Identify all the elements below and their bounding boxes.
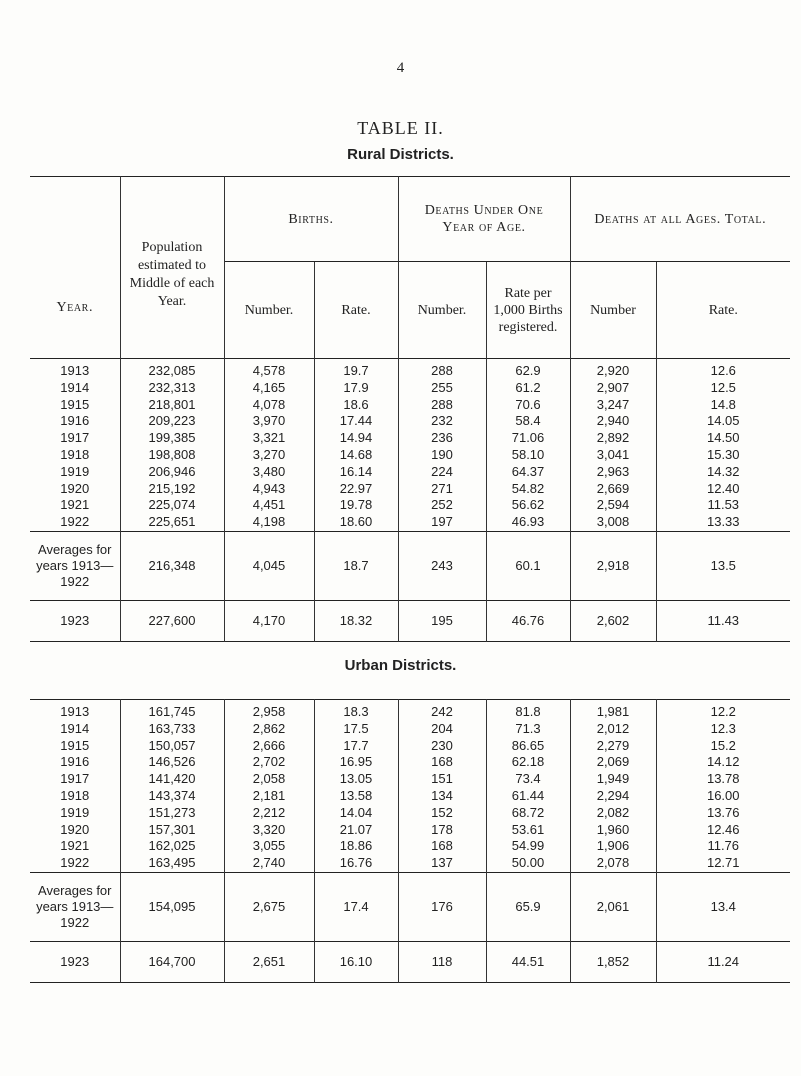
average-infant-rate-cell: 60.1 [486,531,570,600]
deaths-rate-cell: 11.76 [656,838,790,855]
births-rate-cell: 17.5 [314,721,398,738]
deaths-rate-cell: 12.5 [656,380,790,397]
population-header: Population estimated to Middle of each Year. [120,177,224,359]
deaths-rate-cell: 15.30 [656,447,790,464]
births-number-cell: 2,862 [224,721,314,738]
population-cell: 199,385 [120,430,224,447]
deaths-number-cell: 2,078 [570,855,656,872]
table-row [30,397,790,414]
infant-rate-cell: 71.3 [486,721,570,738]
deaths-number-cell: 2,069 [570,754,656,771]
infant-rate-cell: 71.06 [486,430,570,447]
deaths-number-cell: 2,892 [570,430,656,447]
table-row [30,359,790,380]
population-cell: 146,526 [120,754,224,771]
average-infant-number-cell: 243 [398,531,486,600]
average-infant-number-cell: 176 [398,872,486,941]
infant-rate-cell: 61.44 [486,788,570,805]
deaths-number-cell: 3,008 [570,514,656,531]
average-births-number-cell: 2,675 [224,872,314,941]
year-cell: 1914 [60,379,90,395]
births-number-cell: 3,320 [224,822,314,839]
deaths-rate-cell: 14.32 [656,464,790,481]
average-population-cell: 154,095 [120,872,224,941]
infant-rate-cell: 54.82 [486,481,570,498]
year-cell: 1918 [60,446,90,462]
deaths-all-ages-header: Deaths at all Ages. Total. [570,177,790,262]
infant-rate-cell: 61.2 [486,380,570,397]
births-rate-cell: 18.86 [314,838,398,855]
infant-rate-cell: 64.37 [486,464,570,481]
deaths-rate-cell: 13.33 [656,514,790,531]
births-number-cell: 2,212 [224,805,314,822]
births-number-cell: 4,078 [224,397,314,414]
infant-rate-cell: 50.00 [486,855,570,872]
births-number-cell: 3,055 [224,838,314,855]
births-number-cell: 2,651 [224,941,314,982]
infant-number-cell: 236 [398,430,486,447]
infant-number-cell: 152 [398,805,486,822]
average-deaths-rate-cell: 13.5 [656,531,790,600]
births-rate-cell: 17.44 [314,413,398,430]
table-row [30,514,790,531]
births-rate-cell: 18.3 [314,700,398,721]
deaths-rate-cell: 12.46 [656,822,790,839]
year-cell: 1916 [60,754,90,770]
births-rate-cell: 16.95 [314,754,398,771]
deaths-number-cell: 2,082 [570,805,656,822]
year-cell: 1914 [60,720,90,736]
rural-section-title: Rural Districts. [347,146,454,163]
births-rate-cell: 14.68 [314,447,398,464]
population-cell: 225,074 [120,497,224,514]
infant-rate-header: Rate per 1,000 Births registered. [486,262,570,359]
rural-districts-table [30,176,790,642]
deaths-number-cell: 2,907 [570,380,656,397]
deaths-number-cell: 2,279 [570,738,656,755]
deaths-number-cell: 2,920 [570,359,656,380]
infant-number-cell: 230 [398,738,486,755]
year-cell: 1918 [60,787,90,803]
deaths-number-cell: 2,602 [570,600,656,641]
year-cell: 1915 [60,737,90,753]
year-cell: 1915 [60,396,90,412]
table-row [30,447,790,464]
births-header: Births. [224,177,398,262]
births-rate-cell: 14.94 [314,430,398,447]
births-rate-cell: 13.05 [314,771,398,788]
population-cell: 227,600 [120,600,224,641]
population-cell: 150,057 [120,738,224,755]
infant-rate-cell: 73.4 [486,771,570,788]
deaths-rate-cell: 11.24 [656,941,790,982]
births-rate-cell: 16.76 [314,855,398,872]
deaths-rate-cell: 14.8 [656,397,790,414]
population-cell: 209,223 [120,413,224,430]
average-infant-rate-cell: 65.9 [486,872,570,941]
year-cell: 1920 [60,821,90,837]
averages-row [30,872,790,941]
population-cell: 163,733 [120,721,224,738]
deaths-rate-cell: 11.53 [656,497,790,514]
births-number-cell: 2,702 [224,754,314,771]
deaths-number-cell: 1,906 [570,838,656,855]
year-cell: 1919 [60,463,90,479]
year-cell: 1921 [60,497,90,513]
deaths-number-cell: 1,852 [570,941,656,982]
averages-label: Averages for years 1913—1922 [36,882,114,930]
births-number-cell: 3,321 [224,430,314,447]
infant-number-cell: 288 [398,397,486,414]
averages-label: Averages for years 1913—1922 [36,541,114,589]
infant-rate-cell: 62.18 [486,754,570,771]
infant-number-cell: 168 [398,754,486,771]
average-births-rate-cell: 17.4 [314,872,398,941]
table-row [30,771,790,788]
average-deaths-number-cell: 2,918 [570,531,656,600]
births-number-cell: 4,451 [224,497,314,514]
year-cell: 1920 [60,480,90,496]
deaths-rate-cell: 12.2 [656,700,790,721]
table-row [30,855,790,872]
urban-rows [30,700,790,983]
population-cell: 143,374 [120,788,224,805]
infant-rate-cell: 58.10 [486,447,570,464]
population-cell: 157,301 [120,822,224,839]
table-row [30,481,790,498]
deaths-number-cell: 2,669 [570,481,656,498]
infant-number-cell: 118 [398,941,486,982]
births-number-cell: 4,943 [224,481,314,498]
deaths-number-cell: 1,960 [570,822,656,839]
table-row [30,464,790,481]
births-number-cell: 3,270 [224,447,314,464]
year-cell: 1919 [60,804,90,820]
table-title: TABLE II. [357,118,444,138]
deaths-number-cell: 1,949 [570,771,656,788]
year-header: Year. [56,300,94,315]
infant-rate-cell: 58.4 [486,413,570,430]
infant-number-cell: 197 [398,514,486,531]
births-number-cell: 2,958 [224,700,314,721]
infant-number-cell: 190 [398,447,486,464]
deaths-rate-cell: 14.05 [656,413,790,430]
deaths-rate-header: Rate. [656,262,790,359]
population-cell: 151,273 [120,805,224,822]
deaths-rate-cell: 16.00 [656,788,790,805]
population-cell: 215,192 [120,481,224,498]
table-row [30,430,790,447]
infant-rate-cell: 62.9 [486,359,570,380]
table-row [30,838,790,855]
year-cell: 1917 [60,430,90,446]
infant-number-cell: 137 [398,855,486,872]
deaths-number-cell: 1,981 [570,700,656,721]
table-row [30,380,790,397]
births-number-cell: 4,578 [224,359,314,380]
infant-number-cell: 168 [398,838,486,855]
infant-number-cell: 151 [398,771,486,788]
population-cell: 198,808 [120,447,224,464]
deaths-number-cell: 3,247 [570,397,656,414]
births-number-cell: 2,181 [224,788,314,805]
table-row [30,497,790,514]
births-rate-header: Rate. [314,262,398,359]
page-number: 4 [396,60,405,76]
population-cell: 164,700 [120,941,224,982]
births-rate-cell: 18.60 [314,514,398,531]
deaths-number-cell: 2,940 [570,413,656,430]
deaths-number-cell: 2,294 [570,788,656,805]
population-cell: 162,025 [120,838,224,855]
births-number-header: Number. [224,262,314,359]
table-row [30,805,790,822]
population-cell: 161,745 [120,700,224,721]
year-cell: 1917 [60,771,90,787]
births-number-cell: 2,666 [224,738,314,755]
deaths-rate-cell: 15.2 [656,738,790,755]
infant-rate-cell: 44.51 [486,941,570,982]
latest-year-row [30,941,790,982]
infant-number-cell: 232 [398,413,486,430]
births-number-cell: 2,058 [224,771,314,788]
average-births-number-cell: 4,045 [224,531,314,600]
infant-rate-cell: 70.6 [486,397,570,414]
deaths-number-cell: 2,963 [570,464,656,481]
infant-rate-cell: 56.62 [486,497,570,514]
infant-number-cell: 271 [398,481,486,498]
births-rate-cell: 18.32 [314,600,398,641]
births-rate-cell: 13.58 [314,788,398,805]
deaths-number-cell: 2,012 [570,721,656,738]
infant-rate-cell: 81.8 [486,700,570,721]
year-cell: 1913 [60,363,90,378]
infant-rate-cell: 54.99 [486,838,570,855]
average-births-rate-cell: 18.7 [314,531,398,600]
table-row [30,700,790,721]
deaths-under-one-header: Deaths Under One Year of Age. [398,177,570,262]
births-number-cell: 3,970 [224,413,314,430]
births-number-cell: 4,198 [224,514,314,531]
year-cell: 1922 [60,514,90,530]
births-rate-cell: 16.14 [314,464,398,481]
births-rate-cell: 17.7 [314,738,398,755]
year-cell: 1916 [60,413,90,429]
population-cell: 218,801 [120,397,224,414]
births-rate-cell: 19.78 [314,497,398,514]
infant-number-header: Number. [398,262,486,359]
table-row [30,754,790,771]
infant-number-cell: 134 [398,788,486,805]
infant-rate-cell: 86.65 [486,738,570,755]
year-cell: 1922 [60,855,90,871]
deaths-number-cell: 3,041 [570,447,656,464]
deaths-rate-cell: 12.3 [656,721,790,738]
urban-districts-table [30,687,790,983]
deaths-rate-cell: 11.43 [656,600,790,641]
table-row [30,788,790,805]
average-population-cell: 216,348 [120,531,224,600]
population-cell: 232,313 [120,380,224,397]
deaths-rate-cell: 13.76 [656,805,790,822]
year-cell: 1923 [60,953,90,969]
deaths-rate-cell: 13.78 [656,771,790,788]
deaths-rate-cell: 12.6 [656,359,790,380]
infant-number-cell: 252 [398,497,486,514]
births-rate-cell: 21.07 [314,822,398,839]
average-deaths-rate-cell: 13.4 [656,872,790,941]
table-row [30,413,790,430]
year-cell: 1923 [60,612,90,628]
births-number-cell: 2,740 [224,855,314,872]
table-row [30,738,790,755]
average-deaths-number-cell: 2,061 [570,872,656,941]
averages-row [30,531,790,600]
latest-year-row [30,600,790,641]
infant-rate-cell: 46.93 [486,514,570,531]
infant-number-cell: 255 [398,380,486,397]
births-rate-cell: 17.9 [314,380,398,397]
infant-number-cell: 195 [398,600,486,641]
population-cell: 206,946 [120,464,224,481]
births-number-cell: 3,480 [224,464,314,481]
table-row [30,822,790,839]
deaths-rate-cell: 14.50 [656,430,790,447]
infant-number-cell: 288 [398,359,486,380]
deaths-rate-cell: 12.40 [656,481,790,498]
deaths-rate-cell: 12.71 [656,855,790,872]
rural-rows [30,359,790,642]
infant-number-cell: 242 [398,700,486,721]
births-rate-cell: 22.97 [314,481,398,498]
infant-rate-cell: 53.61 [486,822,570,839]
year-cell: 1913 [60,704,90,719]
table-row [30,721,790,738]
births-number-cell: 4,170 [224,600,314,641]
infant-number-cell: 178 [398,822,486,839]
infant-rate-cell: 68.72 [486,805,570,822]
births-number-cell: 4,165 [224,380,314,397]
infant-rate-cell: 46.76 [486,600,570,641]
births-rate-cell: 19.7 [314,359,398,380]
population-cell: 232,085 [120,359,224,380]
births-rate-cell: 16.10 [314,941,398,982]
year-cell: 1921 [60,838,90,854]
deaths-number-header: Number [570,262,656,359]
births-rate-cell: 14.04 [314,805,398,822]
urban-section-title: Urban Districts. [344,657,457,674]
deaths-number-cell: 2,594 [570,497,656,514]
infant-number-cell: 204 [398,721,486,738]
deaths-rate-cell: 14.12 [656,754,790,771]
infant-number-cell: 224 [398,464,486,481]
births-rate-cell: 18.6 [314,397,398,414]
population-cell: 163,495 [120,855,224,872]
population-cell: 225,651 [120,514,224,531]
population-cell: 141,420 [120,771,224,788]
